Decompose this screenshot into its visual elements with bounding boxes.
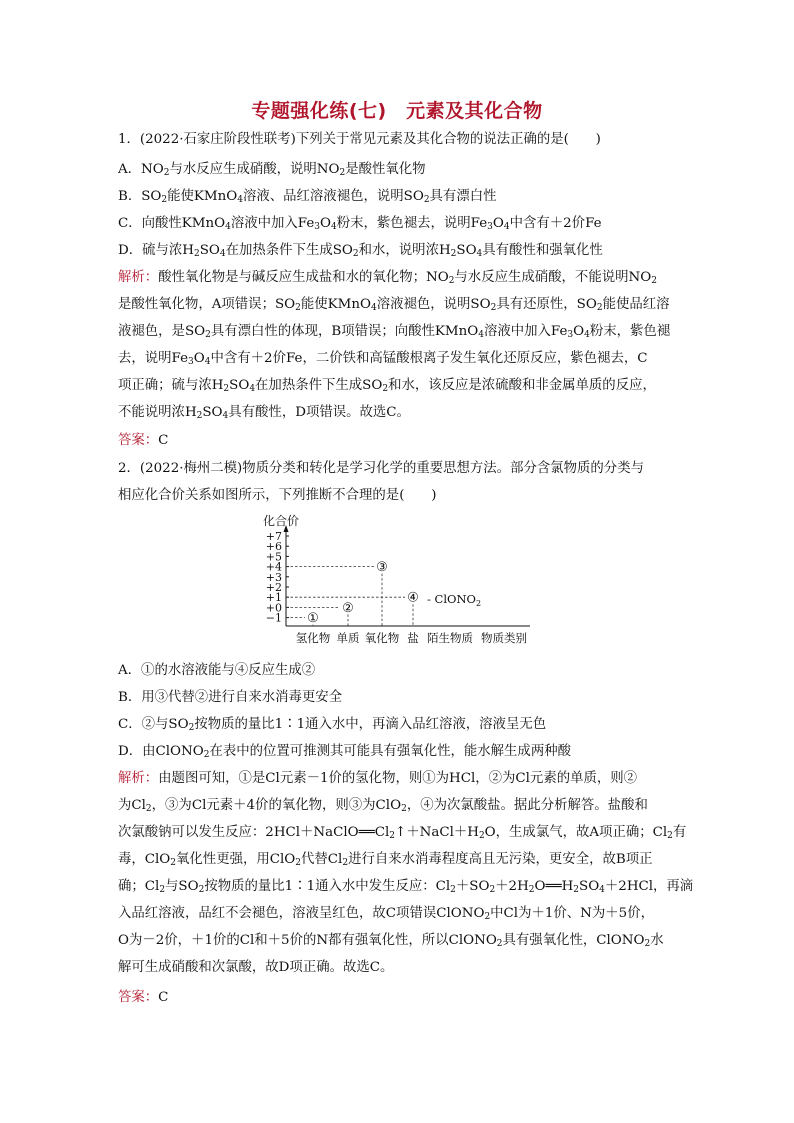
q2-option-a: A．①的水溶液能与④反应生成② [118, 663, 316, 678]
q1-analysis-line-1 [118, 269, 678, 287]
extra-species-label: - ClONO$_2$ [427, 592, 482, 608]
x-category-label: 物质类别 [481, 631, 527, 645]
q2-option-b: B．用③代替②进行自来水消毒更安全 [118, 690, 343, 705]
q2-stem-line-2: 相应化合价关系如图所示，下列推断不合理的是( ) [118, 488, 437, 503]
x-category-label: 氢化物 [295, 631, 331, 645]
q2-stem-line-1: 2．(2022·梅州二模)物质分类和转化是学习化学的重要思想方法。部分含氯物质的分类与 [118, 461, 644, 476]
q2-analysis-line-1 [118, 770, 678, 788]
q2-analysis-line-6: 入品红溶液，品红不会褪色，溶液呈红色，故C项错误ClONO$_2$中Cl为＋1价、N为＋5价， [118, 906, 654, 922]
q1-analysis-line-3: 液褪色，是$SO_2$具有漂白性的体现，B项错误；向酸性KMnO$_4$溶液中加入$Fe_3O_4$粉末，紫色褪 [118, 324, 671, 340]
valence-class-diagram [255, 513, 545, 648]
y-tick-label: +2 [265, 581, 282, 594]
q1-option-d: D．硫与浓$H_2SO_4$在加热条件下生成$SO_2$和水，说明浓$H_2SO_4$具有酸性和强氧化性 [118, 243, 603, 259]
x-category-label: 氧化物 [364, 631, 400, 645]
y-tick-label: +0 [265, 601, 282, 615]
q2-answer-value: C [158, 990, 169, 1005]
y-tick-label: +7 [265, 530, 282, 543]
q2-option-d: D．由ClONO$_2$在表中的位置可推测其可能具有强氧化性，能水解生成两种酸 [118, 744, 571, 760]
q1-analysis-line-5: 项正确；硫与浓$H_2SO_4$在加热条件下生成$SO_2$和水，该反应是浓硫酸和非金属单质的反应， [118, 378, 656, 394]
q1-answer [118, 432, 678, 450]
q1-option-c: C．向酸性KMnO$_4$溶液中加入$Fe_3O_4$粉末，紫色褪去，说明$Fe_3O_4$中含有＋2价Fe [118, 216, 602, 232]
q1-analysis-line-2: 是酸性氧化物，A项错误；$SO_2$能使KMnO$_4$溶液褪色，说明$SO_2$具有还原性，$SO_2$能使品红溶 [118, 297, 670, 313]
q1-analysis-line-6: 不能说明浓$H_2SO_4$具有酸性，D项错误。故选C。 [118, 405, 410, 421]
q2-analysis-line-8: 解可生成硝酸和次氯酸，故D项正确。故选C。 [118, 960, 394, 975]
x-category-label: 陌生物质 [427, 631, 473, 645]
point-label: ④ [407, 590, 419, 606]
q1-stem: 1．(2022·石家庄阶段性联考)下列关于常见元素及其化合物的说法正确的是( ) [118, 132, 601, 147]
q2-analysis-line-7: O为－2价，＋1价的Cl和＋5价的N都有强氧化性，所以ClONO$_2$具有强氧化性，ClONO$_2$水 [118, 933, 664, 949]
x-category-labels [296, 631, 527, 645]
y-tick-label: +6 [265, 540, 282, 554]
x-category-label: 盐 [407, 631, 419, 645]
q1-answer-value: C [158, 433, 169, 448]
q2-answer-label: 答案： [118, 990, 159, 1005]
q2-answer [118, 989, 678, 1007]
q2-option-c: C．②与$SO_2$按物质的量比1∶1通入水中，再滴入品红溶液，溶液呈无色 [118, 717, 547, 733]
y-tick-label: +5 [265, 550, 282, 564]
point-label: ① [307, 611, 319, 627]
q2-analysis-line-4: 毒，ClO$_2$氧化性更强，用ClO$_2$代替$Cl_2$进行自来水消毒程度高且无污染，更安全，故B项正 [118, 852, 653, 868]
q2-analysis-line-2: 为$Cl_2$，③为Cl元素＋4价的氧化物，则③为ClO$_2$，④为次氯酸盐。据此分析解答。盐酸和 [118, 798, 648, 814]
data-points [286, 560, 419, 626]
q1-analysis-label: 解析： [118, 270, 159, 285]
y-tick-label: +4 [265, 560, 282, 574]
y-axis-title: 化合价 [263, 514, 300, 528]
q1-option-a: A．$NO_2$与水反应生成硝酸，说明$NO_2$是酸性氧化物 [118, 162, 426, 178]
y-tick-label: +3 [265, 570, 282, 584]
q2-analysis-line-5: 确；$Cl_2$与$SO_2$按物质的量比1∶1通入水中发生反应：$Cl_2+SO_2+2H_2O══H_2SO_4+2HCl$，再滴 [118, 879, 694, 895]
page-title: 专题强化练(七) 元素及其化合物 [251, 100, 543, 122]
point-label: ③ [376, 560, 388, 576]
q2-analysis-label: 解析： [118, 771, 159, 786]
q1-option-b: B．$SO_2$能使KMnO$_4$溶液、品红溶液褪色，说明$SO_2$具有漂白性 [118, 189, 497, 205]
x-category-label: 单质 [336, 631, 360, 645]
y-tick-label: +1 [265, 591, 282, 605]
q1-analysis-line-4: 去，说明$Fe_3O_4$中含有＋2价Fe，二价铁和高锰酸根离子发生氧化还原反应，紫色褪去，C [118, 351, 648, 367]
point-label: ② [342, 600, 354, 616]
y-tick-label: −1 [265, 611, 282, 625]
q2-analysis-text: 由题图可知，①是Cl元素－1价的氢化物，则①为HCl，②为Cl元素的单质，则② [158, 771, 638, 786]
q1-answer-label: 答案： [118, 433, 159, 448]
q1-analysis-text: 酸性氧化物是与碱反应生成盐和水的氧化物；$NO_2$与水反应生成硝酸，不能说明$NO_2$ [158, 270, 657, 286]
q2-analysis-line-3: 次氯酸钠可以发生反应：$2HCl+NaClO══Cl_2↑+NaCl+H_2O$，生成氯气，故A项正确；$Cl_2$有 [118, 825, 687, 841]
